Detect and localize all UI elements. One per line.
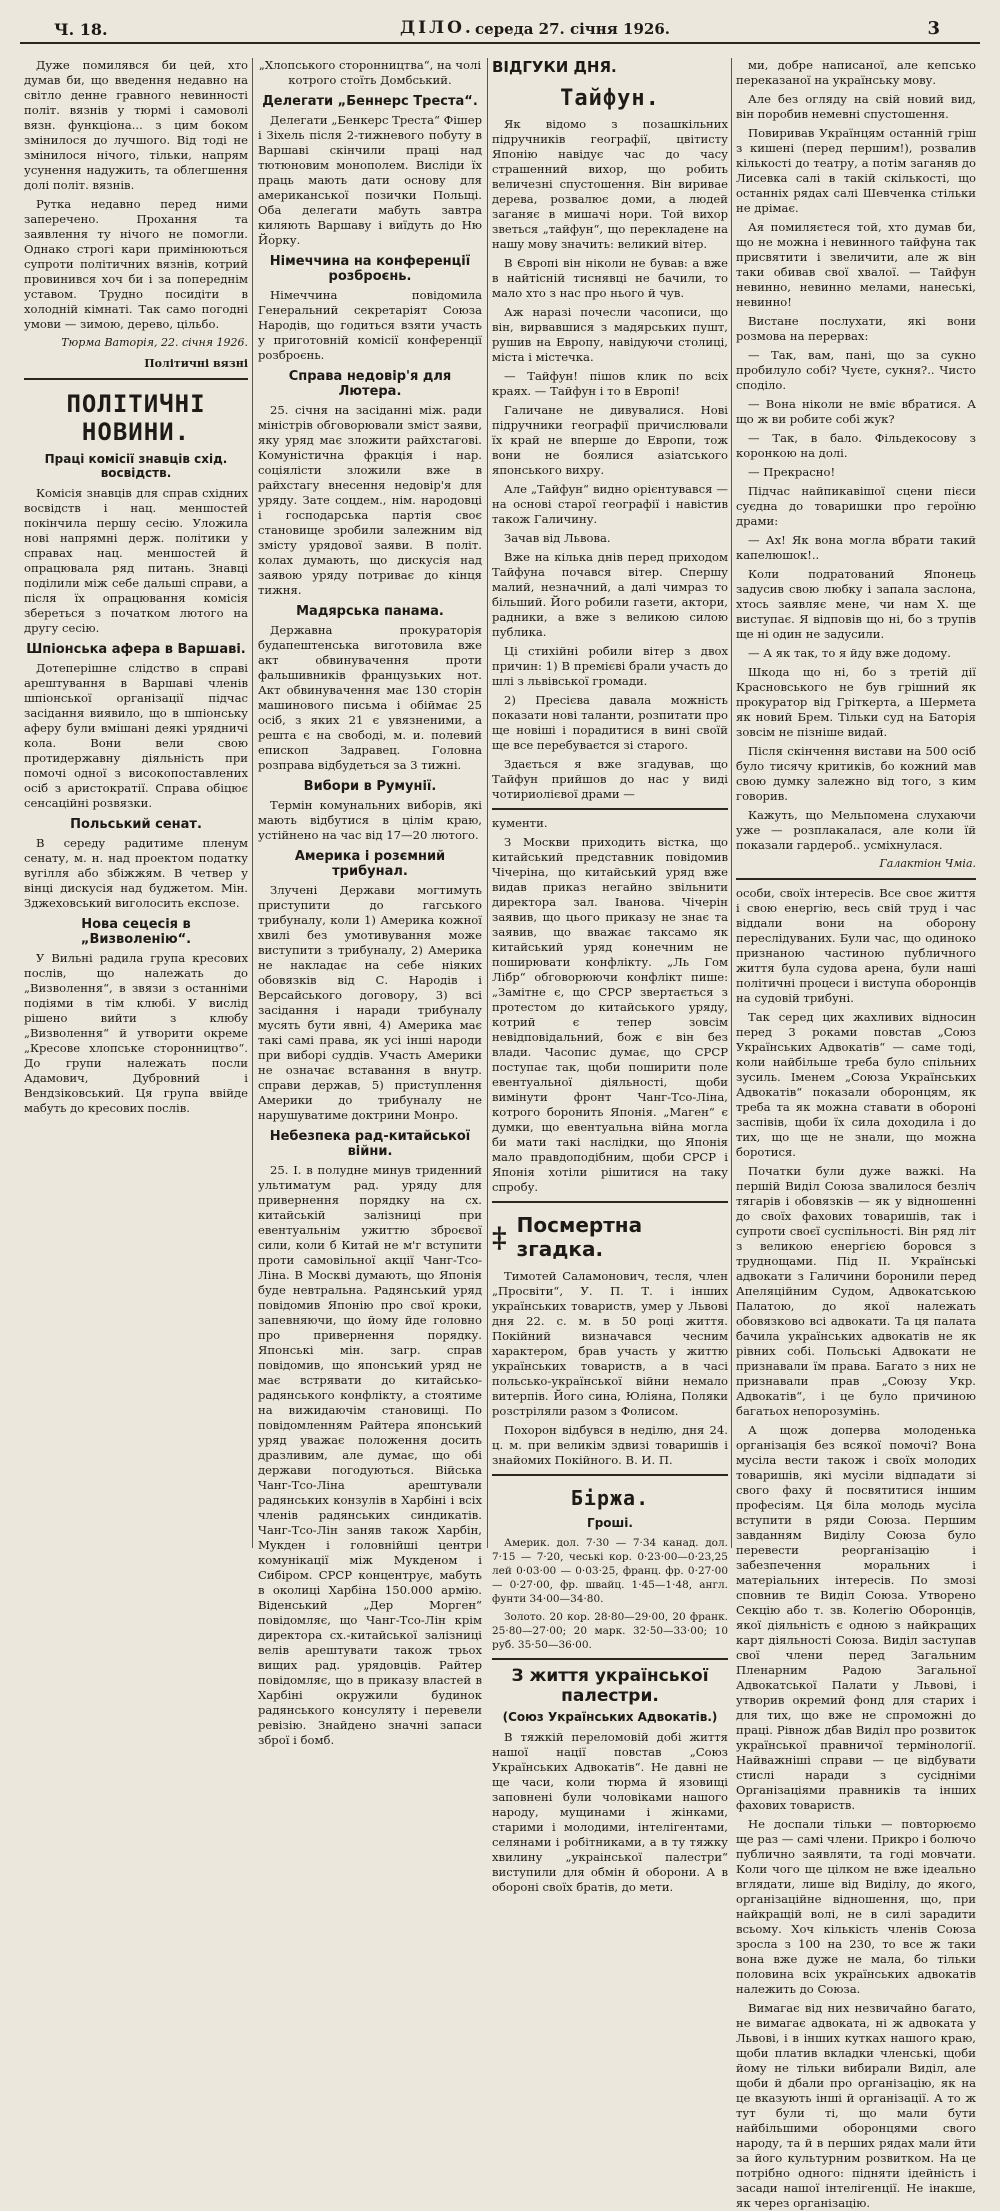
section-rule [492,1201,728,1203]
article-signature: Політичні вязні [144,357,248,370]
column-1 [24,58,248,1538]
article-paragraph: особи, своїх інтересів. Все своє життя і свою енергію, весь свій труд і час віддали вони на оборону переслідуваних. Були час, що одиноко признаною частиною публичного життя була судова арена, були наші політичні процеси і виступа оборонців на судовій трибуні. [736,886,976,1005]
headline: Німеччина на конференції розброєнь. [269,254,471,284]
article-paragraph: В тяжкій переломовій добі життя нашої нації повстав „Союз Українських Адвокатів“. Не давні не ще часи, коли тюрма й язовищі заповнені були чоловіками нашого народу, мущинами і жінками, старими і молодими, інтелігентами, селянами і робітниками, а в ту тяжку хвилину „украінської палестри“ виступили для обмін й оборони. А в обороні своїх братів, до мети. [492,1730,728,1894]
article-paragraph: Галичане не дивувалися. Нові підручники географії причислювали їх край не вперше до Европи, тож вони не боялися азіатського японського вихру. [492,403,728,477]
headline: Польський сенат. [70,817,202,832]
article-paragraph: Золото. 20 кор. 28·80—29·00, 20 франк. 25·80—27·00; 20 марк. 32·50—33·00; 10 руб. 35·50—36·00. [492,1611,728,1651]
article-paragraph: Але без огляду на свій новий вид, він поробив немевні спустошення. [736,92,976,121]
section-rule [24,378,248,380]
article-paragraph: З Москви приходить вістка, що китайський представник повідомив Чічеріна, що китайський уряд вже видав приказ негайно звільнити директора зал. Іванова. Чічерін заявив, що цього приказу не знає та заявив, що вважає таксамо як китайський уряд конечним не поширювати конфлікту. „Ль Гом Лібр“ обговорюючи конфлікт пише: „Замітне є, що СРСР звертається з протестом до китайського уряду, котрий є тепер зовсім невідповідальний, бож є він без влади. Часопис думає, що СРСР поступає так, щоби поширити поле евентуальної діяльності, щоби вимінути фронт Чанг-Тсо-Ліна, котрого боронить Японія. „Маген“ є думки, що евентуальна війна могла би мати такі наслідки, що Японія мало правдоподібним, щоби СРСР і Японія хотіли рішитися на таку спробу. [492,835,728,1194]
newspaper-title: ДІЛО. [400,18,474,38]
section-rule [492,808,728,810]
headline: Справа недовір'я для Лютера. [288,369,452,399]
article-paragraph: Комісія знавців для справ східних восвідств і нац. меншостей покінчила першу сесію. Уложила нові напрямні держ. політики у справах нац. меншостей й опрацювала ряд питань. Знавці поділили між себе дальші справи, а після їх опрацювання комісія збереться з початком лютого на другу сесію. [24,486,248,635]
article-paragraph: Здається я вже згадував, що Тайфун прийшов до нас у виді чотириолієвої драми — [492,757,728,801]
article-paragraph: Тимотей Саламонович, тесля, член „Просвіти“, У. П. Т. і інших українських товариств, умер у Львові дня 22. с. м. в 50 році життя. Покійний визначався чесним характером, брав участь у життю українських товариств, а в часі польсько-української війни немало витерпів. Його сина, Юліяна, Поляки розстріляли разом з Фолисом. [492,1269,728,1418]
article-paragraph: Так серед цих жахливих відносин перед 3 роками повстав „Союз Українських Адвокатів“ — саме тоді, коли найбільше треба було спільних зусиль. Іменем „Союза Українських Адвокатів“ показали оборонцям, як треба та як можна ставати в обороні заспівів, щоби їх сила доходила і до тих, що ще не знали, що можна боротися. [736,1010,976,1159]
masthead [20,8,980,44]
article-paragraph: — А як так, то я йду вже додому. [748,646,951,660]
section-title: ВІДГУКИ ДНЯ. [492,58,617,76]
column-3 [492,58,728,1894]
page-number-left: Ч. 18. [54,20,108,39]
article-paragraph: Америк. дол. 7·30 — 7·34 канад. дол. 7·15 — 7·20, чеські кор. 0·23·00—0·23,25 лей 0·03·00 — 0·03·25, франц. фр. 0·27·00 — 0·27·00, фр. швайц. 1·45—1·48, англ. фунти 34·00—34·80. [492,1537,728,1605]
column-rule [252,58,253,1548]
article-paragraph: Державна прокураторія будапештенська виготовила вже акт обвинувачення проти фальшивників французьких нот. Акт обвинувачення має 130 сторін машинового письма і обіймає 25 осіб, з яких 21 є увязненими, а решта є на свободі, м. и. полевий епископ Задравец. Головна розправа відбудеться за 3 тижні. [258,623,482,772]
issue-date: середа 27. січня 1926. [475,20,671,38]
article-paragraph: Вимагає від них незвичайно багато, не вимагає адвоката, ні ж адвоката у Львові, і в інших кутках нашого краю, щоби платив вкладки членські, щоби йому не тільки вибирали Виділ, але щоби й дбали про організацію, як на це вказують інші й організації. А то ж тут були ті, що мали бути найбільшими оборонцями свого народу, та й в перших рядах мали йти за його культурним розвитком. На це потрібно одного: підняти ідейність і засади нашої інтелігенції. Не інакше, як через організацію. [736,2001,976,2210]
article-paragraph: Повиривав Українцям останній гріш з кишені (перед першим!), розвалив кількості до театру, а потім заганяв до Лисевка салі в такій скількості, що останніх рядах салі Шевченка стільки не дрімає. [736,126,976,215]
headline: Шпіонська афера в Варшаві. [26,642,246,657]
article-paragraph: Ці стихійні робили вітер з двох причин: 1) В премієві брали участь до шлі з львівської громади. [492,644,728,688]
article-paragraph: Термін комунальних виборів, які мають відбутися в цілім краю, устійнено на час від 17—20 лютого. [258,798,482,842]
article-paragraph: Шкода що ні, бо з третій дії Красновського не був грішний як прокуратор від Гріткерта, а Шермета як новий Брем. Тільки суд на Баторія зовсім не пізніше видай. [736,665,976,739]
section-rule [492,1658,728,1660]
article-paragraph: Німеччина повідомила Генеральний секретаріят Союза Народів, що годиться взяти участь у приготовній комісії конференції розброєнь. [258,288,482,362]
article-paragraph: В середу радитиме пленум сенату, м. н. над проектом податку вугілля або збіжжям. В четвер у вінці дискусія над буджетом. Мін. Зджеховський виголосить експозе. [24,836,248,910]
headline: Мадярська панама. [296,604,444,619]
headline: Делегати „Беннерс Треста“. [262,94,478,109]
article-paragraph: Дотеперішне слідство в справі арештування в Варшаві членів шпіонської організації підчас засідання виявило, що в шпіонську аферу були вмішані деякі урядничі кола. Вони вели свою протидержавну діяльність при помочі одної з високопоставлених осіб з аристократії. Справа обіцює сенсаційні розвязки. [24,661,248,810]
article-paragraph: Як відомо з позашкільних підручників географії, цвітисту Японію навідує час до часу страшенний вихор, що робить величезні спустошення. Він виривае дерева, розвалює доми, а людей заганяє в мишачі нори. Той вихор зветься „тайфун“, що перекладене на нашу мову значить: великий вітер. [492,117,728,251]
column-2 [258,58,482,1747]
section-rule [736,878,976,880]
headline: З життя української палестри. [511,1666,709,1706]
column-rule [731,58,732,1548]
article-paragraph: Підчас найпикавішої сцени пієси суєдна до товаришки про героїню драми: [736,484,976,528]
article-paragraph: Злучені Держави могтимуть приступити до гагського трибуналу, коли 1) Америка кожної хвилі без умотивування може виступити з трибуналу, 2) Америка не накладає на себе ніяких обовязків від С. Народів і Версайського договору, 3) всі засідання і наради трибуналу мусять бути явні, 4) Америка має такі самі права, як усі інші народи при виборі суддів. Участь Америки не означає вставання в внутр. справи держав, 5) приступлення Америки до трибуналу не нарушуватиме доктрини Монро. [258,883,482,1122]
article-paragraph: 25. І. в полудне минув триденний ультиматум рад. уряду для привернення порядку на сх. китайській залізниці при евентуальнім ужиттю зброєвої сили, коли б Китай не м'г вступити проти самовільної акції Чанг-Тсо-Ліна. В Москві думають, що Японія буде невтральна. Радянський уряд повідомив Японію про свої кроки, запевняючи, що йому йде головно про привернення порядку. Японські мін. загр. справ повідомив, що японський уряд не має встрявати до китайсько-радянського конфлікту, а стоятиме на вижидаючім становищі. По повідомленням Райтера японський уряд уважає положення досить дразливим, але думає, що обі держави погодуються. Війська Чанг-Тсо-Ліна арештували радянських конзулів в Харбіні і всіх членів радянських синдикатів. Чанг-Тсо-Лін заняв також Харбін, Мукден і головнійші центри комунікації між Мукденом і Сибіром. СРСР концентрує, мабуть в околиці Харбіна 150.000 армію. Віденський „Дер Морген“ повідомляє, що Чанг-Тсо-Лін крім директора сх.-китайської залізниці велів арештувати також трьох вищих рад. урядовців. Райтер повідомляє, що в приказу влаcтей в Харбіні окружили будинок радянського консуляту і перевели ревізію. Знайдено значні запаси зброї і бомб. [258,1163,482,1747]
article-signature: Галактіон Чміа. [879,857,976,870]
article-paragraph: Після скінчення вистави на 500 осіб було тисячу критиків, бо кожний мав свою думку залежно від того, з ким говорив. [736,744,976,803]
column-4 [736,58,976,2210]
article-paragraph: Зачав від Львова. [504,531,611,545]
article-paragraph: — Так, вам, пані, що за сукно пробилуло собі? Чуєте, сукня?.. Чисто споділо. [736,348,976,392]
headline: Біржа. [570,1486,650,1510]
article-paragraph: Похорон відбувся в неділю, дня 24. ц. м. при великім здвизі товаришів і знайомих Покійного. В. И. П. [492,1423,728,1467]
article-paragraph: — Так, в бало. Фільдекосову з коронкою на долі. [736,431,976,460]
article-paragraph: Дуже помилявся би цей, хто думав би, що введення недавно на світло денне гравного невинності політ. вязнів у тюрмі і самоволі вязн. функціона... з цим боком змінилося до лучшого. Від тоді не змінилося нічого, тільки, напрям усунення надужить, та облегшення долі політ. вязнів. [24,58,248,192]
headline: Праці комісії знавців схід. восвідств. [44,452,228,480]
headline: Посмертна згадка. [516,1213,643,1261]
article-paragraph: Кажуть, що Мельпомена слухаючи уже — розплакалася, але коли їй показали гардероб.. усміхнулася. [736,808,976,852]
subheadline: (Союз Українських Адвокатів.) [502,1710,718,1724]
article-paragraph: 25. січня на засіданні між. ради міністрів обговорювали зміст заяви, яку уряд має зложити райхстагові. Комуністична фракція і нар. соціялісти зложили вже в райхстагу внесення недовір'я для уряду. Зате соцдем., нім. народовці і господарська партія своє становище зробили залежним від змісту урядової заяви. В політ. колах думають, що дискусія над заявою уряду потриває до кінця тижня. [258,403,482,597]
article-paragraph: — Прекрасно! [748,465,836,479]
article-paragraph: Делегати „Бенкерс Треста“ Фішер і Зіхель після 2-тижневого побуту в Варшаві скінчили праці над тютюновим монополем. Висліди їх праць мають дати основу для американської позички Польщі. Оба делегати мабуть завтра киляють Варшаву і виїдуть до Ню Йорку. [258,113,482,247]
article-paragraph: „Хлопського сторонництва“, на чолі котрого стоїть Домбський. [258,58,482,87]
page-number-right: 3 [927,18,940,39]
article-paragraph: — Тайфун! пішов клик по всіх краях. — Тайфун і то в Европі! [492,369,728,398]
article-paragraph: Рутка недавно перед ними заперечено. Прохання та заявлення ту нічого не помогли. Однако строгі кари примінюються супроти політичних вязнів, котрий провинився хоч би і за попереднім уставом. Трудно посидіти в холодній кімнаті. Так само погодні умови — зимою, дерево, цільбо. [24,197,248,331]
headline: Вибори в Румунії. [303,779,437,794]
article-paragraph: Коли подратований Японець задусив свою любку і запала заслона, хтось заявляє мене, чи нам Х. ще виступає. Я відповів що ні, бо з трупів ще ні один не задусили. [736,567,976,641]
article-paragraph: У Вильні радила група кресових послів, що належать до „Визволення“, в звязи з останніми подіями в тім клюбі. У вислід рішено вийти з клюбу „Визволення“ й утворити окреме „Кресове хлопське сторонництво“. До групи належать посли Адамович, Дубровний і Вендзіковський. Ця група ввійде мабуть до кресових послів. [24,951,248,1115]
article-paragraph: А щож доперва молоденька організація без всякої помочі? Вона мусіла вести також і своїх молодих товаришів, які мусіли відпадати зі свого фаху й посвятитися іншим професіям. Ця біла молодь мусіла вступити в ряди Союза. Першим завданням Виділу Союза було перевести реорганізацію і забезпечення моральних і матеріальних інтересів. По змозі сповнив те Виділ Союза. Утворено Секцію або т. зв. Колегію Оборонців, якої діяльність є одною з найкращих карт діяльності Союза. Виділ заступав свої члени перед Загальним Пленарним Радою Загальної Адвокатської Палати у Львові, і утворив окремий фонд для старих і для тих, що вже не спроможні до праці. Рівнож дбав Виділ про розвиток української правничої термінології. Найважніші справи — це відбувати стислі наради з сусідніми Організаціями правників та інших фахових товариств. [736,1423,976,1812]
headline: Америка і розємний трибунал. [294,849,446,879]
article-paragraph: — Ах! Як вона могла вбрати такий капелюшок!.. [736,533,976,562]
article-paragraph: 2) Пресієва давала можність показати нові таланти, розпитати про ще новіші і порадитися в вині своїй ще все перебуваєтся зі старого. [492,693,728,752]
obituary-header [492,1213,728,1261]
article-paragraph: ми, добре написаної, але кепсько переказаної на українську мову. [736,58,976,87]
subheadline: Гроші. [587,1516,633,1530]
article-paragraph: Вже на кілька днів перед приходом Тайфуна почався вітер. Спершу малий, незначний, а далі чимраз то більший. Його робили газети, актори, радники, а вже з великою силою публика. [492,550,728,639]
column-rule [487,58,488,1548]
article-paragraph: Ая помиляєтеся той, хто думав би, що не можна і невинного тайфуна так присвятити і звеличити, але ж він таки обивав свої хвалої. — Тайфун невинно, невинно мелами, нанеські, невинно! [736,220,976,309]
article-paragraph: Початки були дуже важкі. На першій Виділ Союза звалилося безліч тягарів і обовязків — як у відношенні до своїх фахових товаришів, так і супроти своєї суспільності. Він ряд літ з великою енергією боровся з труднощами. Під ІІ. Українськi адвокати з Галичини боронили перед Апеляцiйним Судом, Адвокатською Палатою, до якої належать обовязково всі адвокати. Та ця палата бачила українських адвокатiв не як рівних собі. Польські Адвокати не признавали їм права. Багато з них не признавали прав „Союзу Укр. Адвокатiв“, і це було причиною багатьох непорозумінь. [736,1164,976,1418]
orthodox-cross-icon: ‡ [492,1220,507,1254]
headline: Тайфун. [560,86,660,111]
headline: Нова сецесія в „Визволенію“. [80,917,192,947]
article-paragraph: Але „Тайфун“ видно орієнтувався — на основі старої географії і навістив також Галичину. [492,482,728,526]
article-paragraph: Аж наразі почесли часописи, що він, вирвавшися з мадярських пушт, рушив на Европу, навідуючи столиці, міста і містечка. [492,305,728,364]
section-rule [492,1474,728,1476]
article-paragraph: — Вона ніколи не вміє вбратися. А що ж ви робите собі жук? [736,397,976,426]
article-paragraph: Не доспали тільки — повторюємо ще раз — самі члени. Прикро і болючо публично заявляти, та годі мовчати. Коли чого ще цілком не вже ідеально вглядати, лише від Виділу, до якого, організаційне відношення, що, при найкращій волі, не в силі зарадити всьому. Хоч кількість членів Союза зросла з 100 на 230, то все ж таки вона вже дуже не мала, бо тільки половина всіх українських адвокатів належить до Союза. [736,1817,976,1996]
article-paragraph: Вистане послухати, які вони розмова на перервах: [736,314,976,343]
headline: Небезпека рад-китайської війни. [269,1129,471,1159]
article-paragraph: В Європі він ніколи не бував: а вже в найтісній тиснявці не бачили, то мало хто з нас про нього й чув. [492,256,728,300]
article-paragraph: кументи. [492,816,548,830]
section-title: ПОЛІТИЧНІ НОВИНИ. [66,390,206,446]
article-dateline: Тюрма Ваторія, 22. січня 1926. [61,336,248,349]
